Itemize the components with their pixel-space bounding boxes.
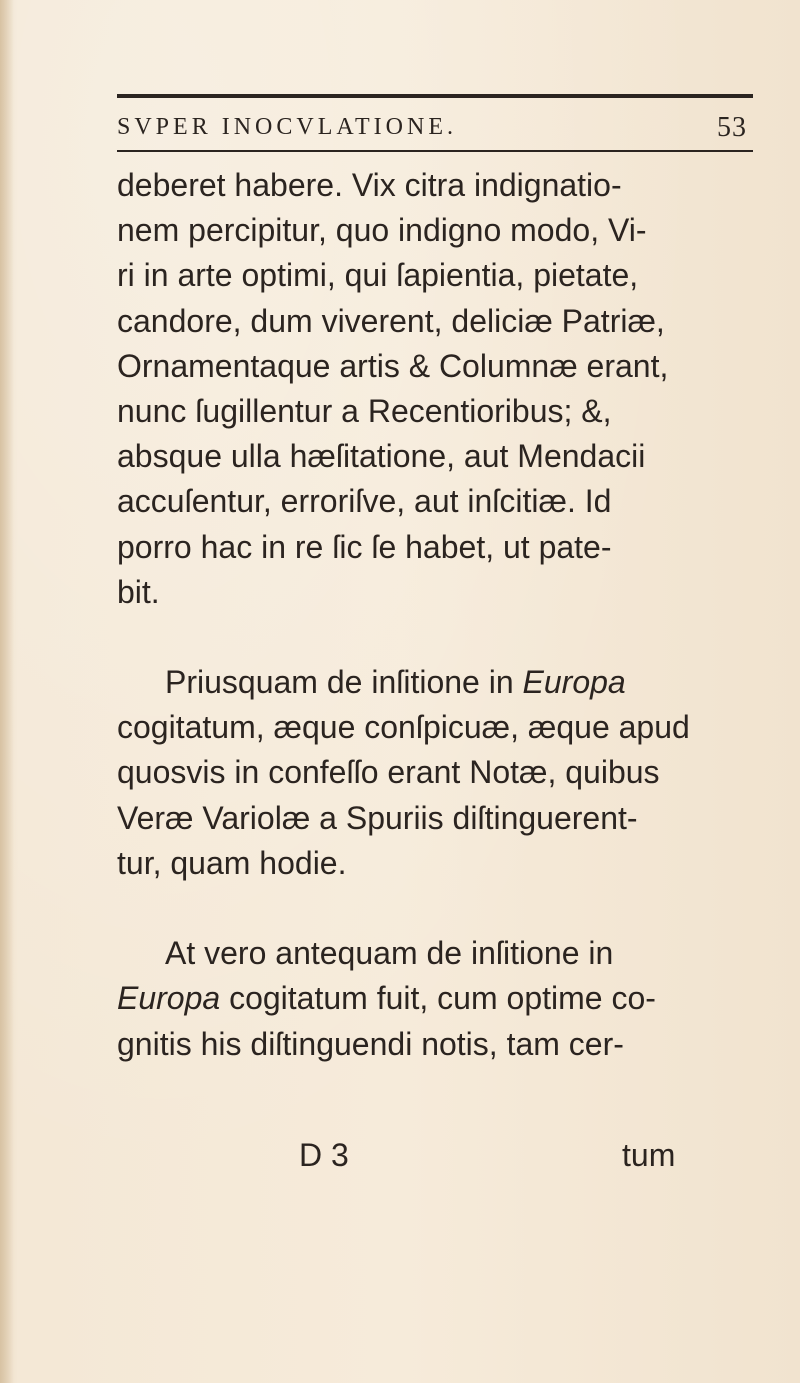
text-line: bit. — [117, 573, 160, 610]
text-line — [117, 660, 757, 705]
text-run: cogitatum fuit, cum optime co- — [220, 980, 656, 1017]
text-line: candore, dum viverent, deliciæ Patriæ, — [117, 302, 665, 339]
italic-word: Europa — [522, 664, 626, 701]
header-top-rule — [117, 94, 753, 98]
text-line: porro hac in re ſic ſe habet, ut pate- — [117, 528, 612, 565]
text-line: nem percipitur, quo indigno modo, Vi- — [117, 212, 647, 249]
body-text — [117, 163, 757, 1067]
header-bottom-rule — [117, 150, 753, 152]
text-line: quosvis in confeſſo erant Notæ, quibus — [117, 754, 660, 791]
paragraph-1 — [117, 163, 757, 615]
text-line: cogitatum, æque conſpicuæ, æque apud — [117, 709, 690, 746]
catchword: tum — [622, 1137, 676, 1173]
page-gutter-shadow — [0, 0, 14, 1383]
signature-mark: D 3 — [299, 1137, 349, 1173]
paragraph-3 — [117, 931, 757, 1067]
text-line: tur, quam hodie. — [117, 844, 347, 881]
text-line: At vero antequam de inſitione in — [165, 935, 614, 972]
text-run: Priusquam de inſitione in — [165, 664, 523, 701]
text-line: ri in arte optimi, qui ſapientia, pietate, — [117, 257, 639, 294]
running-title: SVPER INOCVLATIONE. — [117, 114, 457, 140]
page-number: 53 — [717, 112, 747, 143]
paragraph-2 — [117, 660, 757, 886]
text-line: gnitis his diſtinguendi notis, tam cer- — [117, 1025, 624, 1062]
italic-word: Europa — [117, 980, 221, 1017]
text-line: nunc ſugillentur a Recentioribus; &, — [117, 392, 612, 429]
paragraph-gap — [117, 615, 757, 660]
text-line: Ornamentaque artis & Columnæ erant, — [117, 347, 669, 384]
page-footer — [117, 1137, 757, 1187]
running-head — [117, 104, 753, 148]
text-line: absque ulla hæſitatione, aut Mendacii — [117, 438, 646, 475]
paragraph-gap — [117, 886, 757, 931]
text-line: Veræ Variolæ a Spuriis diſtinguerent- — [117, 799, 638, 836]
text-line: accuſentur, erroriſve, aut inſcitiæ. Id — [117, 483, 612, 520]
text-line — [117, 976, 757, 1021]
text-line: deberet habere. Vix citra indignatio- — [117, 167, 622, 203]
